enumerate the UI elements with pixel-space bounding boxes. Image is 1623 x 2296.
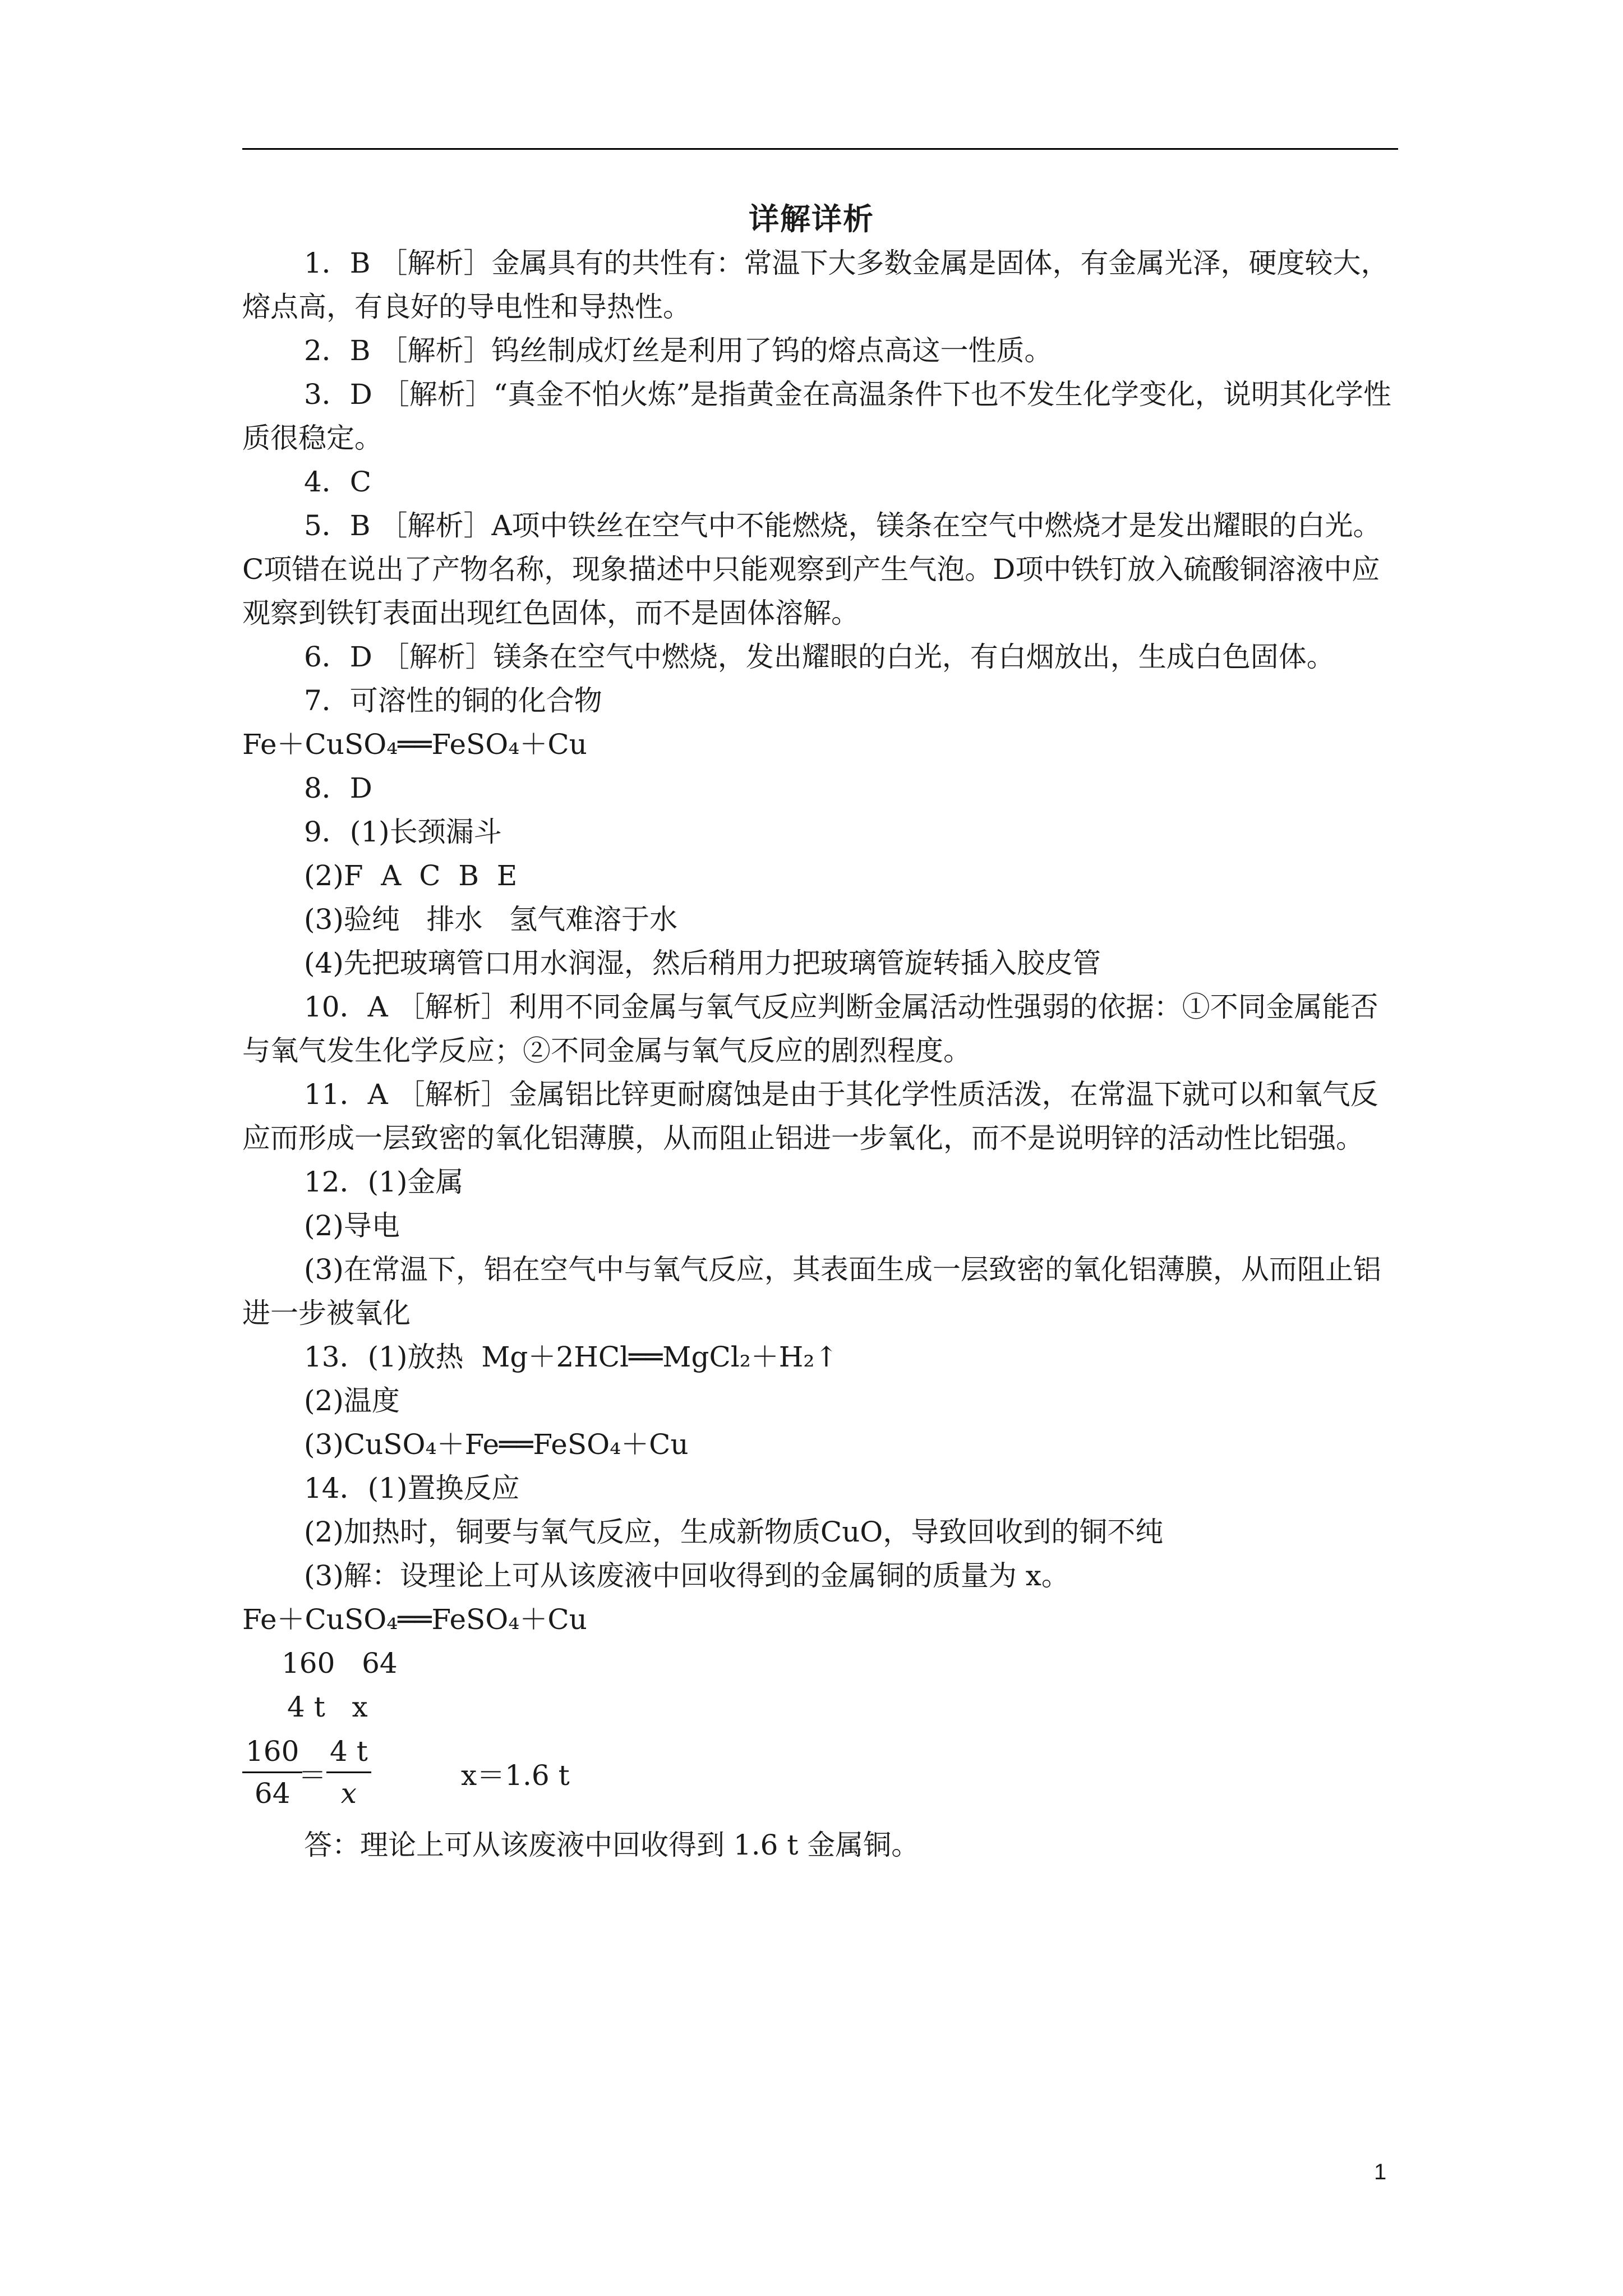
fraction-right-numerator: 4 t xyxy=(326,1731,371,1773)
page-title: 详解详析 xyxy=(749,201,874,237)
answer-paragraph: Fe＋CuSO₄══FeSO₄＋Cu xyxy=(242,1603,587,1636)
fraction-left-numerator: 160 xyxy=(242,1731,302,1773)
document-body xyxy=(242,241,1398,1867)
answer-paragraph: 1．B ［解析］金属具有的共性有：常温下大多数金属是固体，有金属光泽，硬度较大，熔点高，有良好的导电性和导热性。 xyxy=(242,247,1389,323)
answer-paragraph: (3)解：设理论上可从该废液中回收得到的金属铜的质量为 x。 xyxy=(304,1559,1069,1592)
calc-result: x＝1.6 t xyxy=(461,1759,570,1792)
answer-paragraph: (3)验纯 排水 氢气难溶于水 xyxy=(304,903,678,936)
answer-paragraph: (4)先把玻璃管口用水润湿，然后稍用力把玻璃管旋转插入胶皮管 xyxy=(304,947,1101,979)
calc-row-masses: 160 64 xyxy=(282,1647,398,1680)
answer-paragraph: 14．(1)置换反应 xyxy=(304,1472,520,1504)
answer-paragraph: 2．B ［解析］钨丝制成灯丝是利用了钨的熔点高这一性质。 xyxy=(304,334,1053,367)
fraction-left-denominator: 64 xyxy=(254,1777,291,1810)
header-rule xyxy=(242,148,1398,150)
answer-paragraph: (2)导电 xyxy=(304,1209,400,1242)
fraction-right-denominator: x xyxy=(340,1777,357,1810)
page-number: 1 xyxy=(1374,2160,1387,2184)
answer-line: 答：理论上可从该废液中回收得到 1.6 t 金属铜。 xyxy=(304,1829,920,1861)
answer-paragraph: 4．C xyxy=(304,466,372,498)
answer-paragraph: 7．可溶性的铜的化合物 xyxy=(304,684,602,717)
answer-paragraph: 6．D ［解析］镁条在空气中燃烧，发出耀眼的白光，有白烟放出，生成白色固体。 xyxy=(304,641,1335,673)
answer-paragraph: (3)CuSO₄＋Fe══FeSO₄＋Cu xyxy=(304,1428,689,1461)
answer-paragraph: 5．B ［解析］A项中铁丝在空气中不能燃烧，镁条在空气中燃烧才是发出耀眼的白光。C项错在说出了产物名称，现象描述中只能观察到产生气泡。D项中铁钉放入硫酸铜溶液中应观察到铁钉表面出现红色固体，而不是固体溶解。 xyxy=(242,509,1381,629)
paragraph-list xyxy=(242,241,1398,1641)
calculation-block xyxy=(242,1641,1398,1826)
answer-paragraph: 3．D ［解析］“真金不怕火炼”是指黄金在高温条件下也不发生化学变化，说明其化学性质很稳定。 xyxy=(242,378,1391,454)
answer-paragraph: (3)在常温下，铝在空气中与氧气反应，其表面生成一层致密的氧化铝薄膜，从而阻止铝进一步被氧化 xyxy=(242,1253,1381,1329)
calc-row-quantities: 4 t x xyxy=(287,1691,368,1723)
equals-sign: ＝ xyxy=(298,1759,326,1792)
answer-paragraph: Fe＋CuSO₄══FeSO₄＋Cu xyxy=(242,728,587,761)
answer-paragraph: (2)加热时，铜要与氧气反应，生成新物质CuO，导致回收到的铜不纯 xyxy=(304,1516,1164,1548)
answer-paragraph: 12．(1)金属 xyxy=(304,1166,464,1198)
answer-paragraph: 13．(1)放热 Mg＋2HCl══MgCl₂＋H₂↑ xyxy=(304,1341,838,1373)
answer-paragraph: 9．(1)长颈漏斗 xyxy=(304,816,502,848)
answer-paragraph: (2)温度 xyxy=(304,1384,400,1417)
answer-paragraph: 8．D xyxy=(304,772,372,804)
answer-paragraph: 10．A ［解析］利用不同金属与氧气反应判断金属活动性强弱的依据：①不同金属能否与氧气发生化学反应；②不同金属与氧气反应的剧烈程度。 xyxy=(242,991,1378,1067)
fraction-left xyxy=(242,1731,302,1814)
answer-paragraph: 11．A ［解析］金属铝比锌更耐腐蚀是由于其化学性质活泼，在常温下就可以和氧气反应而形成一层致密的氧化铝薄膜，从而阻止铝进一步氧化，而不是说明锌的活动性比铝强。 xyxy=(242,1078,1378,1154)
fraction-right xyxy=(326,1731,371,1814)
answer-paragraph: (2)F A C B E xyxy=(304,859,518,892)
